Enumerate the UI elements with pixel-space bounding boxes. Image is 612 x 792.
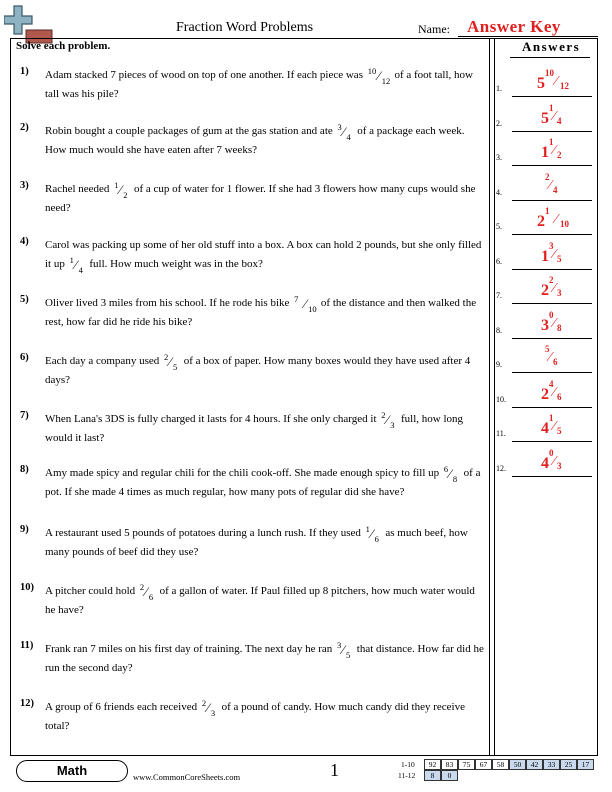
fraction-denominator: 3 [390,420,395,431]
answer-value [512,309,592,335]
fraction-denominator: 10 [308,304,317,315]
website-link: www.CommonCoreSheets.com [133,772,241,782]
answer-denominator: 6 [557,391,562,402]
problem-text-segment: Adam stacked 7 pieces of wood on top of one another. If each piece was [45,69,366,81]
problem-text-segment: A restaurant used 5 pounds of potatoes during a lunch rush. If they used [45,527,364,539]
score-cell: 67 [475,759,492,770]
fraction-denominator: 8 [452,474,458,485]
fraction-numerator: 2 [163,352,169,363]
answer-whole: 3 [541,316,549,334]
fraction-numerator: 2 [139,582,145,593]
fraction [114,180,129,201]
score-row-label: 1-10 [401,760,415,769]
answer-numerator: 0 [549,309,554,320]
fraction [294,294,317,315]
answer-number: 1. [496,84,502,93]
answer-value [512,346,592,369]
instructions: Solve each problem. [16,40,111,52]
answer-slash: ⁄ [555,212,558,227]
answer-fraction [545,346,559,366]
answer-denominator: 2 [557,150,562,160]
problem-text [45,640,487,678]
answer-number: 6. [496,256,502,266]
problem-text [45,464,487,502]
worksheet-title: Fraction Word Problems [176,20,314,35]
answer-number: 4. [496,187,502,197]
answer-numerator: 5 [545,344,550,354]
problem-number: 6) [20,352,29,363]
fraction [201,698,217,719]
fraction-denominator: 6 [148,592,154,603]
problem-number: 8) [20,464,29,475]
problem-text-segment: that distance. How far did he run the second day? [45,643,484,674]
answer-line [512,338,592,339]
fraction [139,582,155,603]
fraction-numerator: 1 [114,180,119,191]
answer-number: 9. [496,360,502,369]
problem-text-segment: full, how long would it last? [45,413,464,444]
score-cell: 17 [577,759,594,770]
answer-value [512,415,592,438]
answer-slash: ⁄ [555,74,558,89]
answer-denominator: 4 [557,115,562,126]
answer-slash: ⁄ [549,350,552,365]
fraction-numerator: 2 [381,410,386,421]
problem-number: 3) [20,180,29,191]
fraction-slash: ⁄ [144,584,148,600]
name-line [458,36,598,37]
answer-fraction [549,378,563,402]
fraction-numerator: 1 [365,524,370,535]
fraction-denominator: 5 [346,650,351,661]
score-cell: 42 [526,759,543,770]
answer-number: 8. [496,325,502,335]
answer-fraction [549,102,563,126]
answer-row [496,240,596,269]
fraction-slash: ⁄ [386,412,389,428]
problem-text-segment: of a package each week. How much would she have eaten after 7 weeks? [45,125,465,156]
score-cell: 33 [543,759,560,770]
score-cell: 0 [441,770,458,781]
answer-numerator: 1 [549,137,554,147]
answers-heading-underline [510,57,590,58]
answer-whole: 5 [537,75,545,92]
answer-number: 11. [496,429,506,438]
answer-row [496,344,596,372]
fraction-numerator: 3 [337,640,342,651]
fraction [367,66,391,87]
answer-slash: ⁄ [553,108,556,124]
score-cell: 58 [492,759,509,770]
answer-key-label: Answer Key [467,17,561,36]
fraction-denominator: 4 [346,132,351,143]
answer-numerator: 10 [545,68,554,78]
answer-row [496,102,596,131]
fraction-numerator: 10 [367,66,377,77]
fraction-slash: ⁄ [304,296,307,312]
answer-fraction [549,139,563,159]
answer-number: 10. [496,394,506,404]
answer-fraction [549,240,563,264]
fraction [443,464,459,485]
answer-denominator: 12 [560,81,569,91]
answer-denominator: 5 [557,426,562,436]
fraction-slash: ⁄ [168,354,172,370]
fraction [365,524,381,545]
answer-denominator: 3 [557,460,562,471]
answer-whole: 1 [541,247,549,265]
answer-number: 12. [496,463,506,473]
fraction [337,122,353,143]
problem-text-segment: A group of 6 friends each received [45,701,200,713]
fraction-denominator: 3 [210,708,216,719]
answer-slash: ⁄ [553,246,556,262]
problem-number: 9) [20,524,29,535]
problem-text-segment: full. How much weight was in the box? [86,258,263,270]
problem-number: 7) [20,410,29,421]
fraction-numerator: 3 [337,122,342,133]
answer-row [496,206,596,234]
fraction-slash: ⁄ [448,466,452,482]
fraction-slash: ⁄ [377,68,380,84]
problem-number: 10) [20,582,34,593]
answer-value [512,171,592,197]
answer-numerator: 4 [549,378,554,389]
problem-text-segment: of a foot tall, how tall was his pile? [45,69,473,100]
fraction-numerator: 7 [294,294,299,305]
answer-fraction [549,277,563,297]
answer-denominator: 6 [553,357,558,367]
answer-value [512,447,592,473]
answer-number: 5. [496,222,502,231]
answer-whole: 4 [541,420,549,437]
problem-number: 4) [20,236,29,247]
answer-fraction [549,309,563,333]
problem-text [45,122,487,160]
fraction [337,640,352,661]
answer-slash: ⁄ [549,177,552,193]
fraction-denominator: 6 [374,534,379,545]
problem-text-segment: of a pound of candy. How much candy did they receive total? [45,701,465,732]
answer-fraction [545,171,559,195]
problem-text-segment: of a gallon of water. If Paul filled up 8 pitchers, how much water would he have? [45,585,475,616]
score-cell: 75 [458,759,475,770]
answer-value [512,139,592,162]
answer-number: 2. [496,118,502,128]
score-cell: 83 [441,759,458,770]
answer-row [496,137,596,165]
problem-number: 2) [20,122,29,133]
fraction-denominator: 5 [172,362,178,373]
fraction-numerator: 1 [69,255,74,266]
answer-numerator: 3 [549,240,554,251]
problem-number: 11) [20,640,34,651]
name-label: Name: [418,22,450,36]
problem-text-segment: Amy made spicy and regular chili for the chili cook-off. She made enough spicy to fill up [45,467,442,479]
answer-whole: 4 [541,454,549,472]
problem-text-segment: A pitcher could hold [45,585,138,597]
problem-text [45,410,487,448]
problem-text-segment: Frank ran 7 miles on his first day of training. The next day he ran [45,643,336,655]
problem-text [45,582,487,620]
answer-numerator: 0 [549,447,554,458]
answer-denominator: 5 [557,253,562,264]
problem-text-segment: When Lana's 3DS is fully charged it lasts for 4 hours. If she only charged it [45,413,380,425]
problem-text-segment: of a pot. If she made 4 times as much regular, how many pots of regular did she have? [45,467,481,498]
answer-denominator: 8 [557,322,562,333]
problem-text [45,698,487,736]
problem-text [45,294,487,332]
problem-text-segment: Oliver lived 3 miles from his school. If he rode his bike [45,297,293,309]
fraction [69,255,85,276]
score-cell: 50 [509,759,526,770]
fraction-slash: ⁄ [342,124,345,140]
answer-whole: 5 [541,109,549,127]
fraction [381,410,396,431]
problem-text-segment: Robin bought a couple packages of gum at the gas station and ate [45,125,336,137]
problem-text-segment: as much beef, how many pounds of beef did they use? [45,527,468,558]
answer-slash: ⁄ [553,143,556,158]
answer-denominator: 4 [553,184,558,195]
answer-row [496,413,596,441]
answer-numerator: 1 [549,413,554,423]
score-row-label: 11-12 [398,771,416,780]
answer-line [512,131,592,132]
answer-whole: 2 [537,213,545,230]
answer-denominator: 3 [557,288,562,298]
score-cell: 92 [424,759,441,770]
answer-value [512,240,592,266]
answer-line [512,200,592,201]
answer-numerator: 1 [549,102,554,113]
answer-line [512,303,592,304]
answer-line [512,407,592,408]
problem-text-segment: of a box of paper. How many boxes would they have used after 4 days? [45,355,471,386]
answer-row [496,378,596,407]
problem-text-segment: Rachel needed [45,183,113,195]
fraction-slash: ⁄ [74,257,77,273]
answer-whole: 2 [541,282,549,299]
fraction-slash: ⁄ [370,526,373,542]
answer-fraction [545,70,567,90]
answer-slash: ⁄ [553,453,556,469]
fraction-numerator: 6 [443,464,449,475]
fraction-denominator: 12 [381,76,391,87]
answer-slash: ⁄ [553,384,556,400]
answer-number: 3. [496,153,502,162]
answer-row [496,68,596,96]
answer-line [512,165,592,166]
answer-value [512,277,592,300]
answer-value [512,70,592,93]
problem-text-segment: of a cup of water for 1 flower. If she had 3 flowers how many cups would she need? [45,183,476,214]
problem-number: 12) [20,698,34,709]
fraction-slash: ⁄ [342,642,345,658]
score-cell: 25 [560,759,577,770]
fraction-numerator: 2 [201,698,207,709]
problem-text [45,524,487,562]
answer-whole: 1 [541,144,549,161]
answer-slash: ⁄ [553,419,556,434]
answer-number: 7. [496,291,502,300]
problem-text-segment: of the distance and then walked the rest, how far did he ride his bike? [45,297,477,328]
answer-line [512,372,592,373]
answer-row [496,309,596,338]
answer-row [496,275,596,303]
problem-text [45,236,487,274]
answer-fraction [545,208,567,228]
answer-numerator: 2 [549,275,554,285]
answer-whole: 2 [541,385,549,403]
problem-text [45,352,487,390]
answer-value [512,102,592,128]
problem-number: 5) [20,294,29,305]
answer-fraction [549,447,563,471]
answers-heading: Answers [522,39,581,54]
problem-text-segment: Carol was packing up some of her old stuff into a box. A box can hold 2 pounds, but she only filled it up [45,239,482,270]
score-cell: 8 [424,770,441,781]
answer-numerator: 2 [545,171,550,182]
answer-line [512,269,592,270]
subject-badge: Math [16,760,128,782]
answer-fraction [549,415,563,435]
answer-row [496,171,596,200]
answer-value [512,378,592,404]
fraction-denominator: 4 [78,265,83,276]
answer-slash: ⁄ [553,315,556,331]
page-number: 1 [330,760,339,780]
problem-text [45,66,487,104]
answer-line [512,234,592,235]
answer-numerator: 1 [545,206,550,216]
answer-slash: ⁄ [553,281,556,296]
answer-line [512,476,592,477]
answer-value [512,208,592,231]
answer-line [512,96,592,97]
fraction-slash: ⁄ [119,182,122,198]
problem-text-segment: Each day a company used [45,355,162,367]
answer-row [496,447,596,476]
fraction-denominator: 2 [123,190,128,201]
fraction [163,352,179,373]
answer-denominator: 10 [560,219,569,229]
answers-column-divider [489,38,495,756]
problem-text [45,180,487,218]
answer-line [512,441,592,442]
problem-number: 1) [20,66,29,77]
fraction-slash: ⁄ [206,700,210,716]
